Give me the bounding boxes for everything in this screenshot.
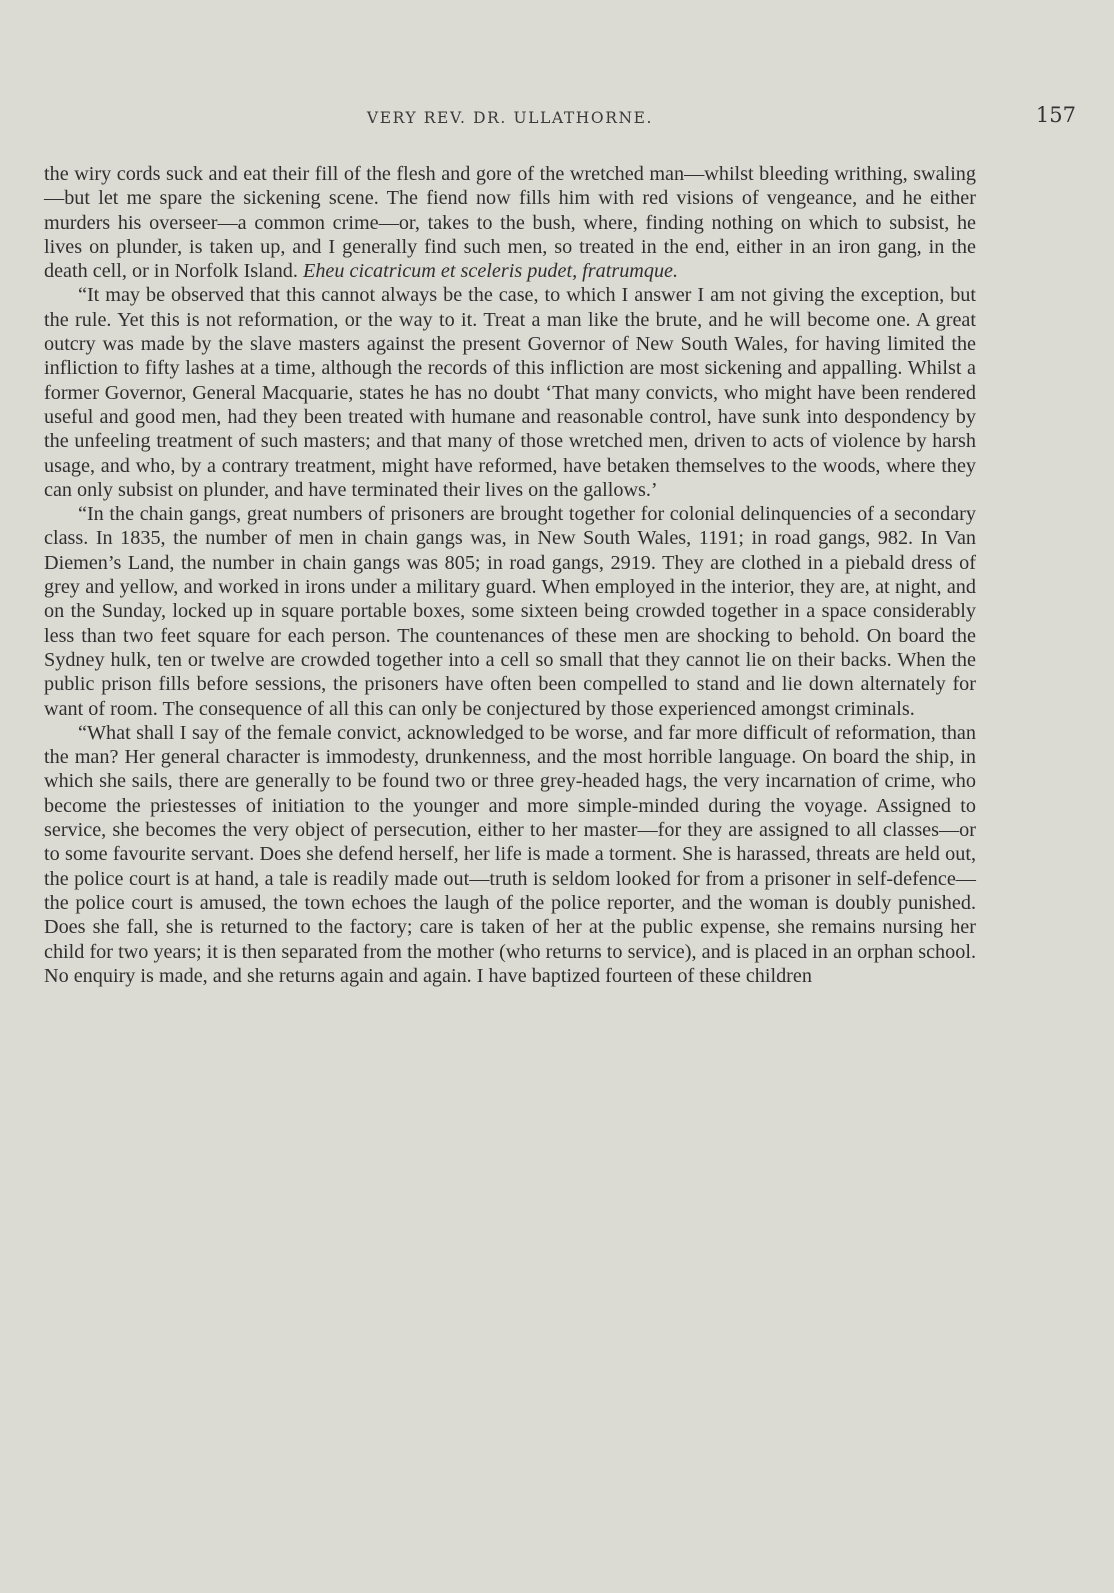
body-text — [44, 162, 976, 988]
latin-quotation: Eheu cicatricum et sceleris pudet, fratrumque. — [303, 260, 679, 283]
running-header — [44, 103, 1076, 133]
paragraph: “In the chain gangs, great numbers of prisoners are brought together for colonial delinquencies of a secondary class. In 1835, the number of men in chain gangs was, in New South Wales, 1191; in road gangs, 982. In Van Diemen’s Land, the number in chain gangs was 805; in road gangs, 2919. They are clothed in a piebald dress of grey and yellow, and worked in irons under a military guard. When employed in the interior, they are, at night, and on the Sunday, locked up in square portable boxes, some sixteen being crowded together in a space considerably less than two feet square for each person. The countenances of these men are shocking to behold. On board the Sydney hulk, ten or twelve are crowded together into a cell so small that they cannot lie on their backs. When the public prison fills before sessions, the prisoners have often been compelled to stand and lie down alternately for want of room. The consequence of all this can only be conjectured by those experienced amongst criminals. — [44, 503, 976, 720]
paragraph: “What shall I say of the female convict, acknowledged to be worse, and far more difficult of reformation, than the man? Her general character is immodesty, drunkenness, and the most horrible language. On board the ship, in which she sails, there are generally to be found two or three grey-headed hags, the very incarnation of crime, who become the priestesses of initiation to the younger and more simple-minded during the voyage. Assigned to service, she becomes the very object of persecution, either to her master—for they are assigned to all classes—or to some favourite servant. Does she defend herself, her life is made a torment. She is harassed, threats are held out, the police court is at hand, a tale is readily made out—truth is seldom looked for from a prisoner in self-defence—the police court is amused, the town echoes the laugh of the police reporter, and the woman is doubly punished. Does she fall, she is returned to the factory; care is taken of her at the public expense, she remains nursing her child for two years; it is then separated from the mother (who returns to service), and is placed in an orphan school. No enquiry is made, and she returns again and again. I have baptized fourteen of these children — [44, 721, 976, 987]
paragraph — [44, 162, 976, 283]
page-number: 157 — [1035, 103, 1076, 127]
paragraph-text: the wiry cords suck and eat their fill of the flesh and gore of the wretched man—whilst bleeding writhing, swaling—but let me spare the sickening scene. The fiend now fills him with red visions of vengeance, and he either murders his overseer—a common crime—or, takes to the bush, where, finding nothing on which to subsist, he lives on plunder, is taken up, and I generally find such men, so treated in the end, either in an iron gang, in the death cell, or in Norfolk Island. — [44, 163, 976, 283]
running-title: VERY REV. DR. ULLATHORNE. — [366, 109, 654, 127]
paragraph: “It may be observed that this cannot always be the case, to which I answer I am not giving the exception, but the rule. Yet this is not reformation, or the way to it. Treat a man like the brute, and he will become one. A great outcry was made by the slave masters against the present Governor of New South Wales, for having limited the infliction to fifty lashes at a time, although the records of this infliction are most sickening and appalling. Whilst a former Governor, General Macquarie, states he has no doubt ‘That many convicts, who might have been rendered useful and good men, had they been treated with humane and reasonable control, have sunk into despondency by the unfeeling treatment of such masters; and that many of those wretched men, driven to acts of violence by harsh usage, and who, by a contrary treatment, might have reformed, have betaken themselves to the woods, where they can only subsist on plunder, and have terminated their lives on the gallows.’ — [44, 284, 976, 501]
